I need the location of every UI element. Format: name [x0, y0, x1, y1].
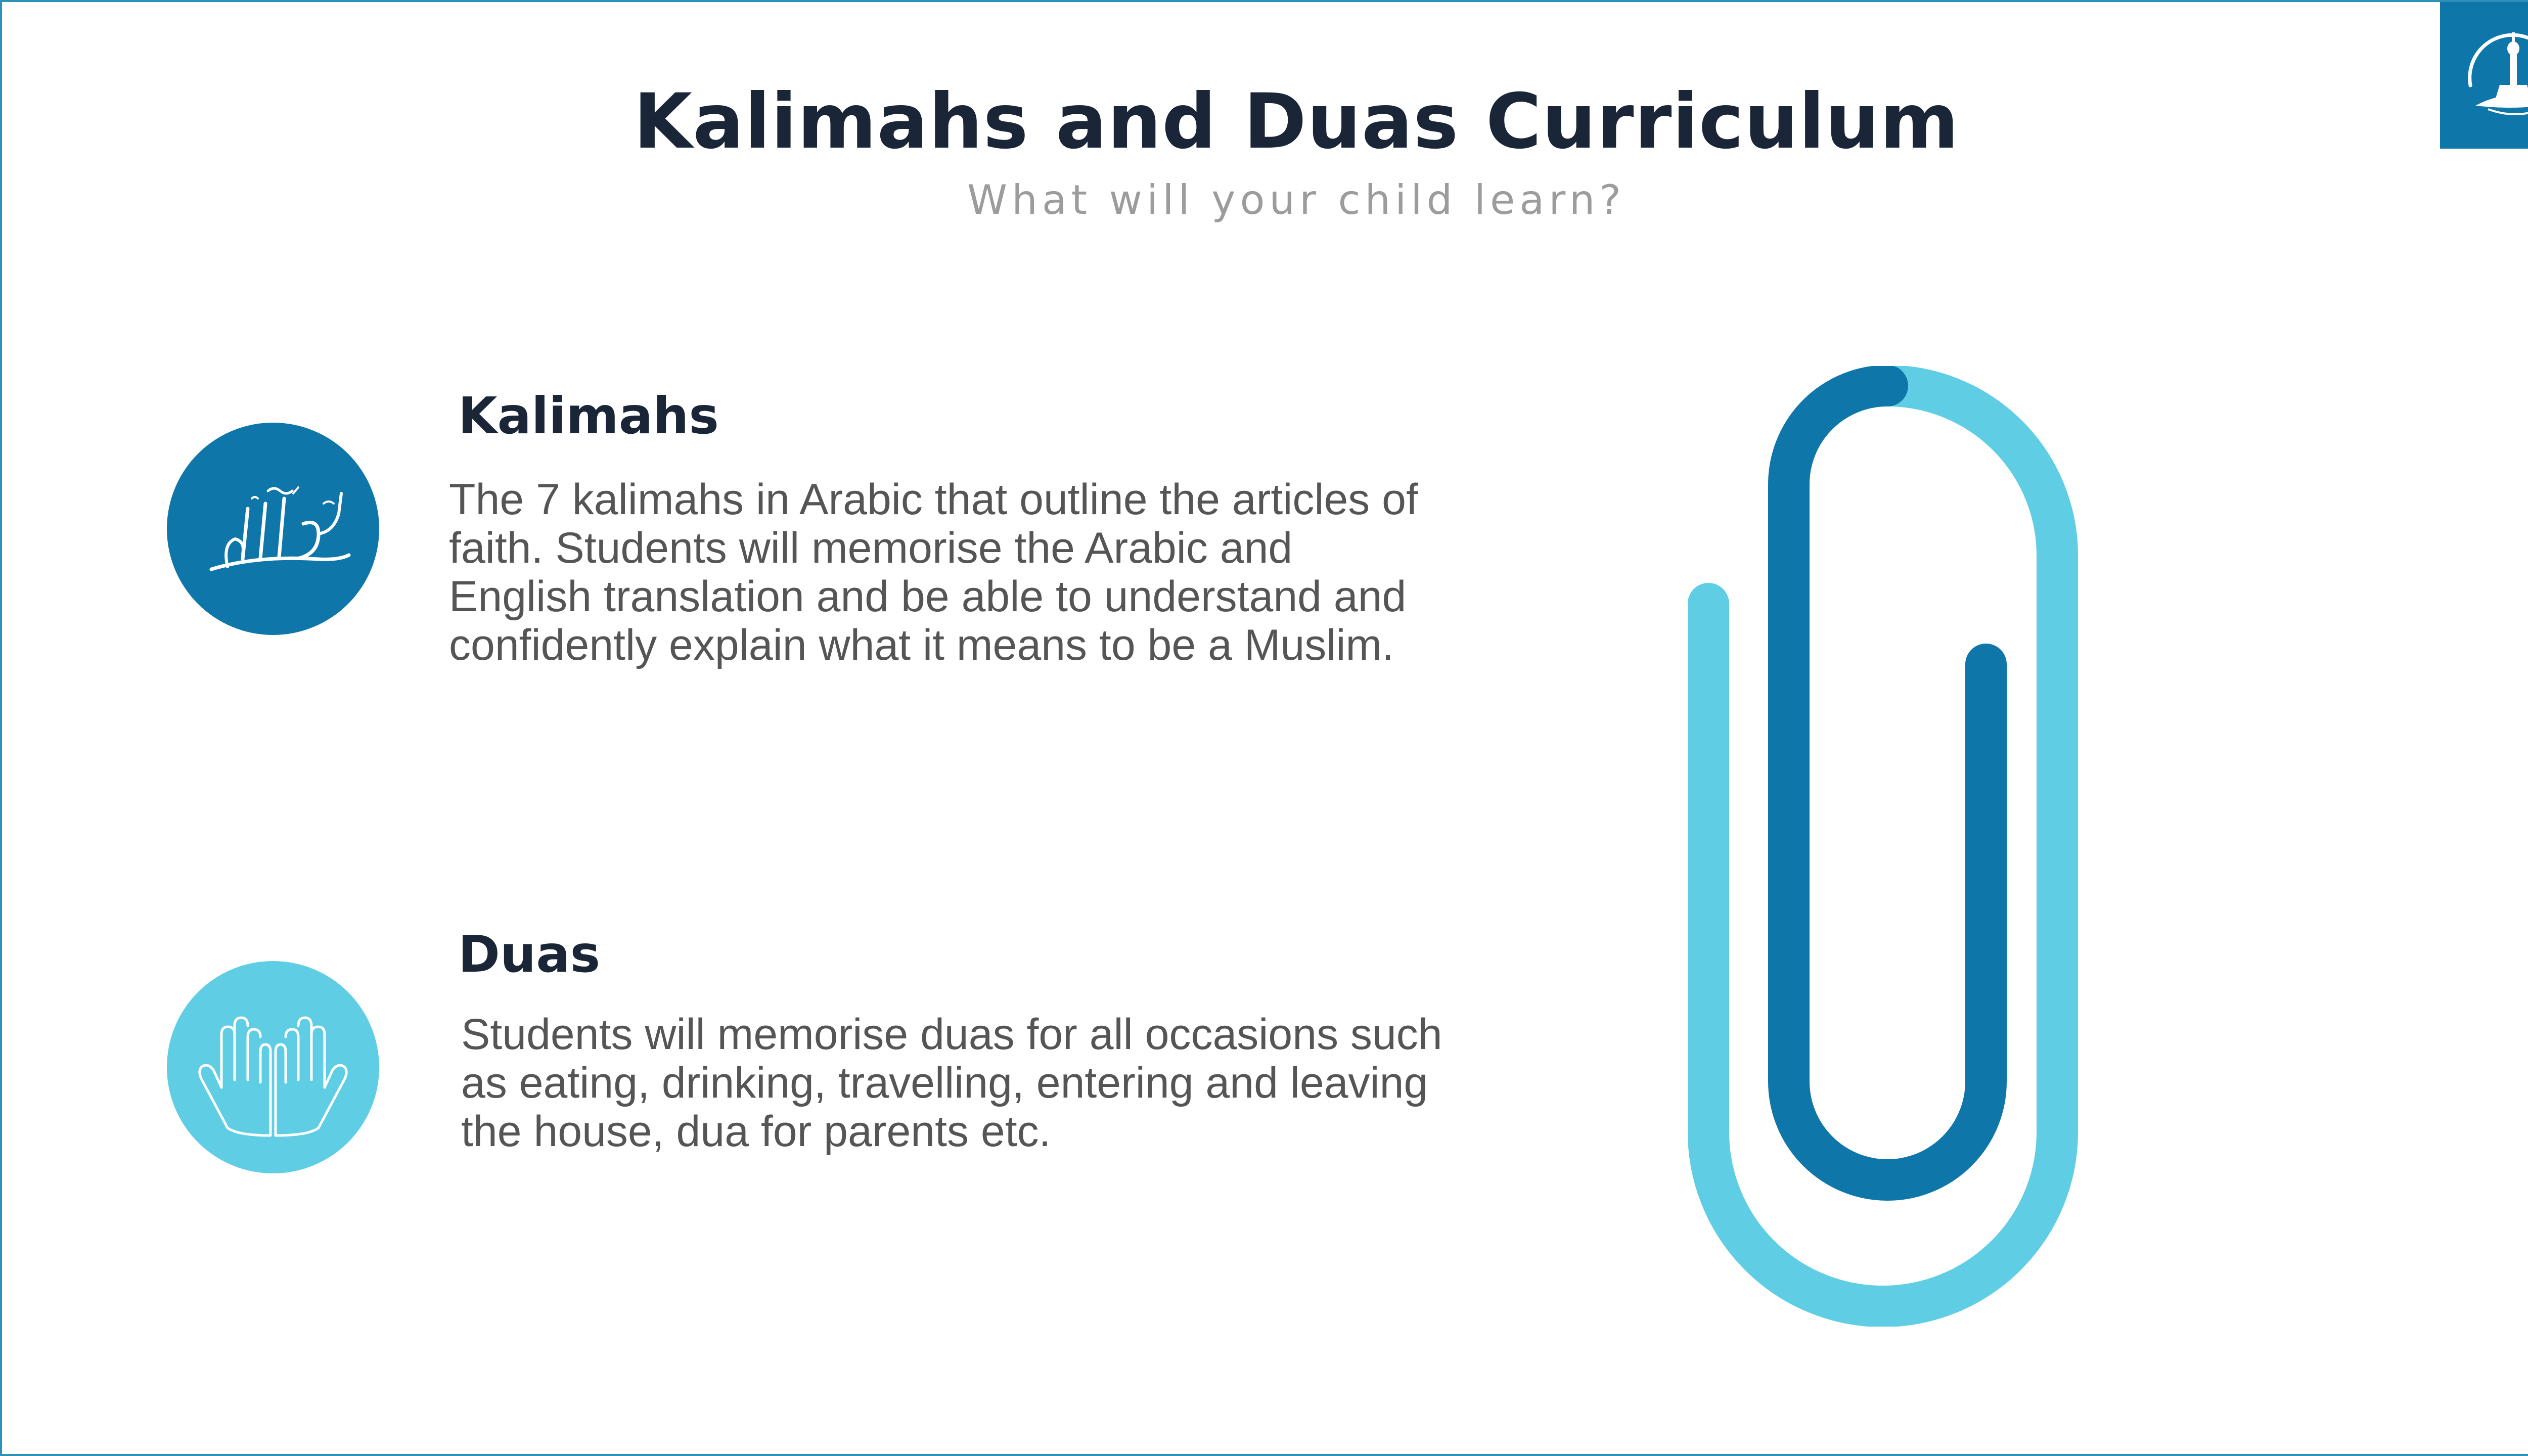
- slide-subtitle: What will your child learn?: [967, 176, 1626, 223]
- allah-calligraphy-icon: [167, 423, 379, 635]
- paperclip-icon: [1660, 366, 2156, 1327]
- section-heading-duas: Duas: [458, 925, 601, 984]
- section-body-kalimahs: The 7 kalimahs in Arabic that outline the articles of faith. Students will memorise the Arabic and English translation and be able to understand and confidently explain what it means to be a Muslim.: [449, 475, 1418, 669]
- section-body-duas: Students will memorise duas for all occasions such as eating, drinking, travelling, entering and leaving the house, dua for parents etc.: [461, 1010, 1442, 1156]
- slide-title: Kalimahs and Duas Curriculum: [633, 78, 1960, 166]
- mosque-logo-icon: [2440, 2, 2528, 149]
- praying-hands-icon: [167, 961, 379, 1173]
- section-heading-kalimahs: Kalimahs: [458, 386, 719, 445]
